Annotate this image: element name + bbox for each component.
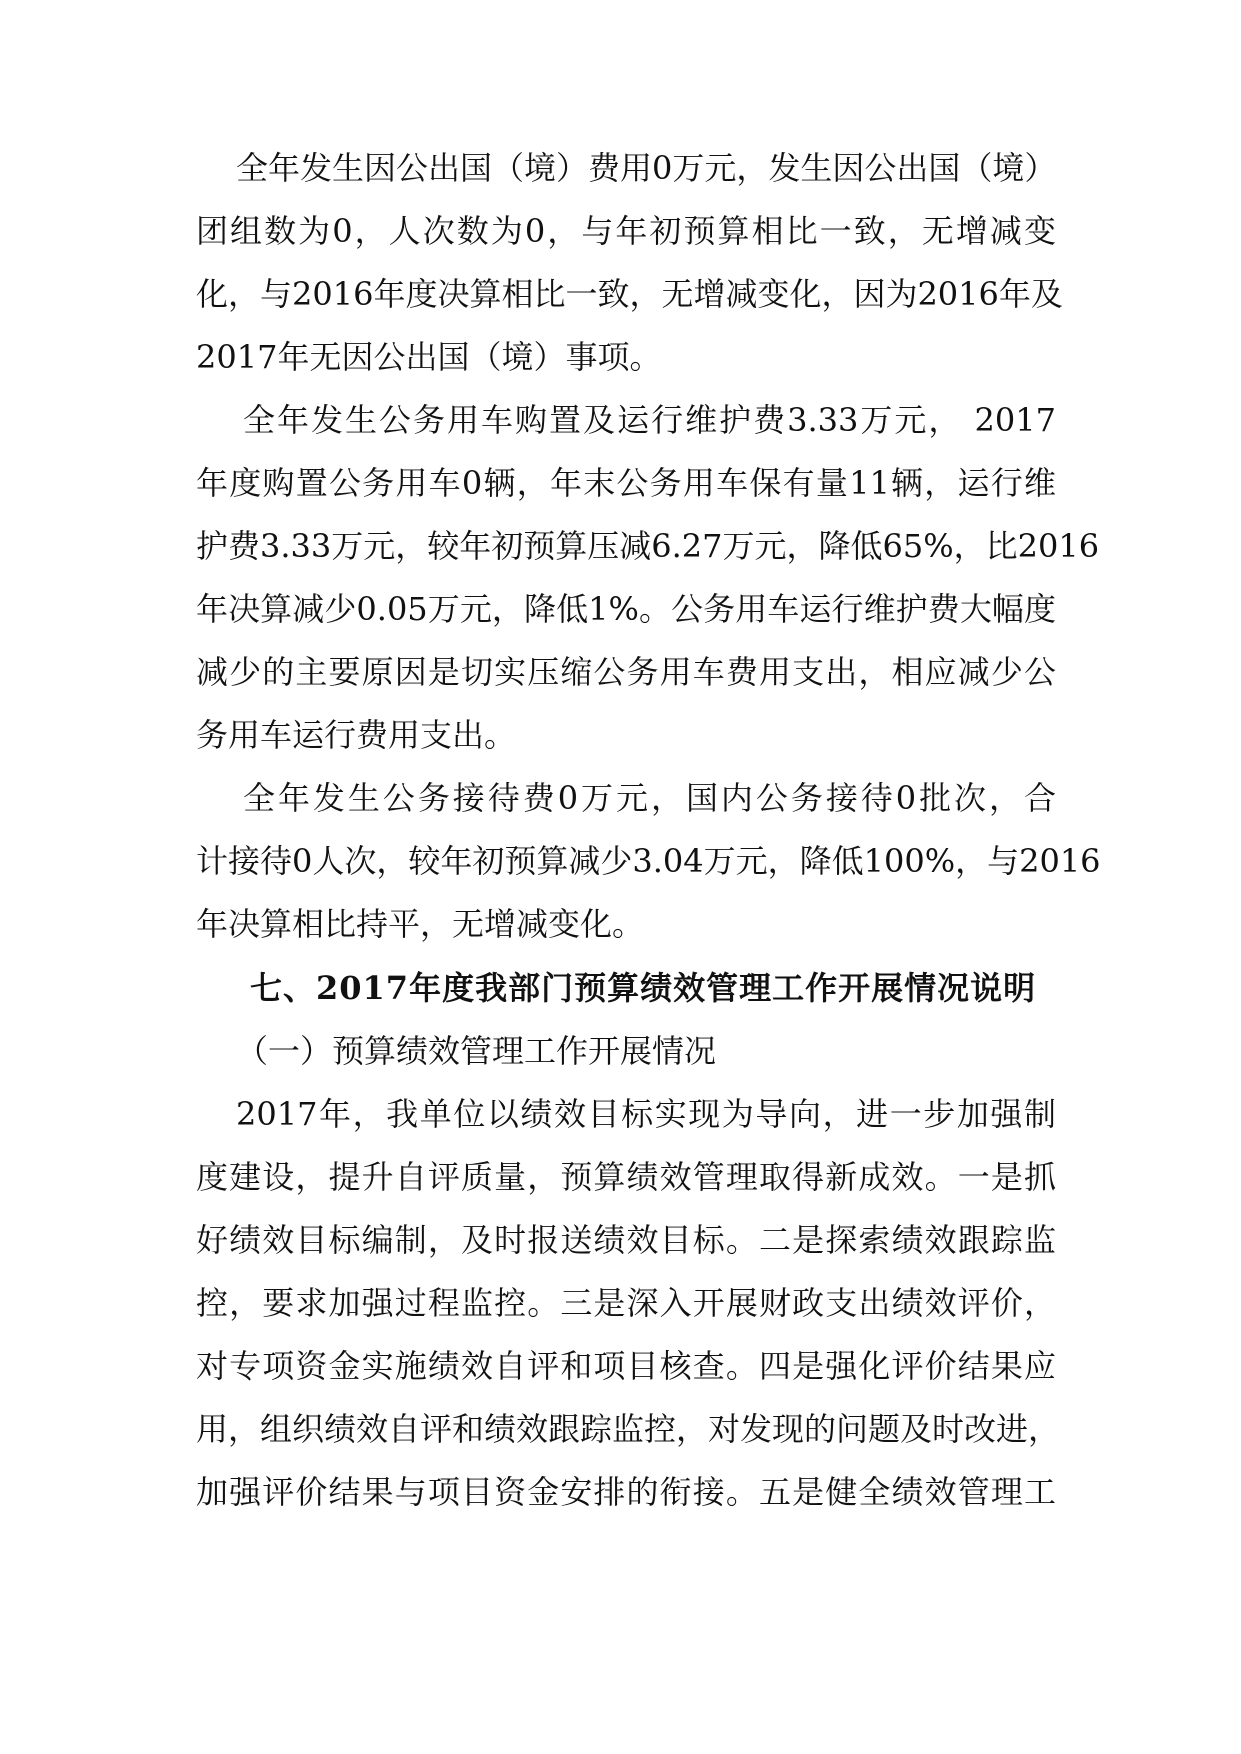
paragraph-2-line-4: 年决算减少0.05万元，降低1%。公务用车运行维护费大幅度 — [196, 590, 1056, 628]
paragraph-2-line-5: 减少的主要原因是切实压缩公务用车费用支出，相应减少公 — [196, 653, 1056, 691]
subsection-heading: （一）预算绩效管理工作开展情况 — [236, 1032, 717, 1070]
paragraph-4-line-4: 控，要求加强过程监控。三是深入开展财政支出绩效评价， — [196, 1284, 1056, 1322]
paragraph-3-line-2: 计接待0人次，较年初预算减少3.04万元，降低100%，与2016 — [196, 842, 1101, 880]
paragraph-4-line-6: 用，组织绩效自评和绩效跟踪监控，对发现的问题及时改进， — [196, 1410, 1061, 1448]
paragraph-4-line-1: 2017年，我单位以绩效目标实现为导向，进一步加强制 — [236, 1095, 1056, 1133]
paragraph-1-line-2: 团组数为0，人次数为0，与年初预算相比一致，无增减变 — [196, 212, 1056, 250]
paragraph-4-line-7: 加强评价结果与项目资金安排的衔接。五是健全绩效管理工 — [196, 1473, 1056, 1511]
paragraph-2-line-2: 年度购置公务用车0辆，年末公务用车保有量11辆，运行维 — [196, 464, 1056, 502]
paragraph-2-line-6: 务用车运行费用支出。 — [196, 716, 517, 754]
paragraph-4-line-5: 对专项资金实施绩效自评和项目核查。四是强化评价结果应 — [196, 1347, 1056, 1385]
paragraph-3-line-1: 全年发生公务接待费0万元，国内公务接待0批次，合 — [243, 779, 1056, 817]
paragraph-4-line-3: 好绩效目标编制，及时报送绩效目标。二是探索绩效跟踪监 — [196, 1221, 1056, 1259]
paragraph-2-line-1: 全年发生公务用车购置及运行维护费3.33万元， 2017 — [243, 401, 1056, 439]
paragraph-1-line-4: 2017年无因公出国（境）事项。 — [196, 338, 662, 376]
paragraph-4-line-2: 度建设，提升自评质量，预算绩效管理取得新成效。一是抓 — [196, 1158, 1056, 1196]
paragraph-1-line-1: 全年发生因公出国（境）费用0万元，发生因公出国（境） — [236, 149, 1057, 187]
paragraph-1-line-3: 化，与2016年度决算相比一致，无增减变化，因为2016年及 — [196, 275, 1063, 313]
section-heading: 七、2017年度我部门预算绩效管理工作开展情况说明 — [250, 969, 1037, 1007]
paragraph-3-line-3: 年决算相比持平，无增减变化。 — [196, 905, 645, 943]
paragraph-2-line-3: 护费3.33万元，较年初预算压减6.27万元，降低65%，比2016 — [196, 527, 1100, 565]
